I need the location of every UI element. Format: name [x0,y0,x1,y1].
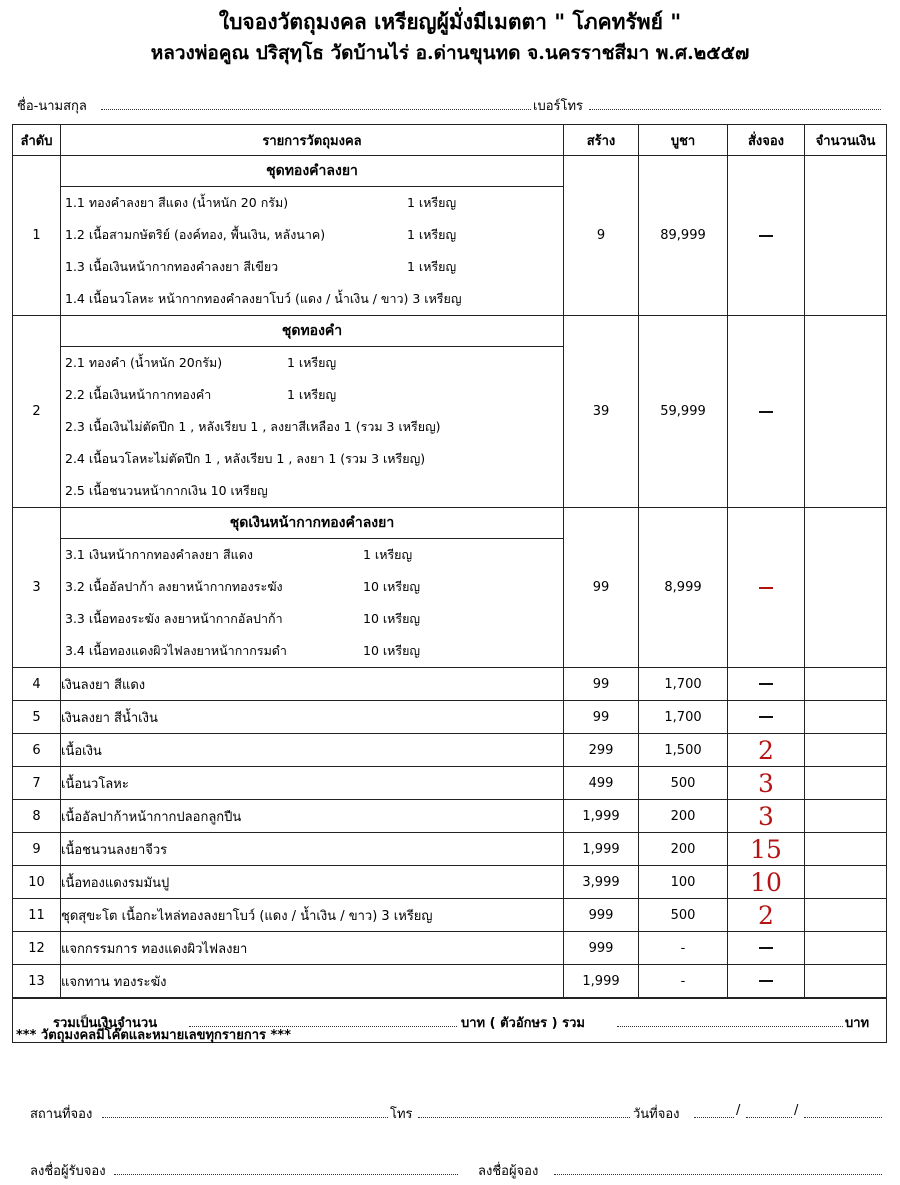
table-row [13,932,887,965]
row-item: เนื้ออัลปาก้าหน้ากากปลอกลูกปืน [61,800,564,833]
item-qty: 1 เหรียญ [407,195,457,210]
section-title: ชุดทองคำลงยา [61,156,563,187]
made-count: 499 [564,767,639,800]
section-title: ชุดทองคำ [61,316,563,347]
amount-cell[interactable] [805,932,887,965]
amount-cell[interactable] [805,508,887,668]
row-no: 3 [13,508,61,668]
col-header-price: บูชา [639,125,728,156]
dash-mark [759,235,773,237]
date-label: วันที่จอง [633,1107,680,1122]
col-header-item: รายการวัตถุมงคล [61,125,564,156]
price: - [639,932,728,965]
section-item [61,603,563,635]
order-cell[interactable]: 3 [728,800,805,833]
row-no: 6 [13,734,61,767]
item-text: 2.1 ทองคำ (น้ำหนัก 20กรัม) [65,355,223,370]
row-item: เนื้อทองแดงรมมันปู [61,866,564,899]
order-cell[interactable] [728,316,805,508]
item-qty: 10 เหรียญ [363,643,421,658]
section-item [61,283,563,315]
section-cell [61,316,564,508]
name-label: ชื่อ-นามสกุล [17,99,87,114]
section-item [61,475,563,507]
date-month-field[interactable] [746,1103,792,1118]
item-text: 3.3 เนื้อทองระฆัง ลงยาหน้ากากอัลปาก้า [65,611,283,626]
table-row [13,899,887,932]
price: 1,500 [639,734,728,767]
row-item: เงินลงยา สีน้ำเงิน [61,701,564,734]
section-cell [61,508,564,668]
order-cell[interactable]: 2 [728,734,805,767]
table-row-section-2 [13,316,887,508]
row-no: 7 [13,767,61,800]
date-day-field[interactable] [694,1103,734,1118]
section-item [61,539,563,571]
amount-cell[interactable] [805,734,887,767]
place-field[interactable] [102,1103,388,1118]
amount-cell[interactable] [805,965,887,999]
made-count: 39 [564,316,639,508]
order-cell[interactable]: 3 [728,767,805,800]
note-text: *** วัตถุมงคลมีโค๊ตและหมายเลขทุกรายการ *** [16,1028,291,1043]
amount-cell[interactable] [805,833,887,866]
amount-cell[interactable] [805,701,887,734]
name-phone-line [17,95,883,115]
receiver-signature-field[interactable] [114,1160,458,1175]
dash-mark [759,980,773,982]
row-no: 5 [13,701,61,734]
phone-field[interactable] [589,95,881,110]
row-item: ชุดสุขะโต เนื้อกะไหล่ทองลงยาโบว์ (แดง / น้ำเงิน / ขาว) 3 เหรียญ [61,899,564,932]
order-cell[interactable]: 2 [728,899,805,932]
place-phone-date-line [30,1103,885,1123]
amount-cell[interactable] [805,668,887,701]
price: 200 [639,800,728,833]
item-text: 2.4 เนื้อนวโลหะไม่ตัดปีก 1 , หลังเรียบ 1 , ลงยา 1 (รวม 3 เหรียญ) [65,451,426,466]
section-item [61,411,563,443]
row-no: 12 [13,932,61,965]
section-item [61,219,563,251]
form-subtitle: หลวงพ่อคูณ ปริสุทฺโธ วัดบ้านไร่ อ.ด่านขุนทด จ.นครราชสีมา พ.ศ.๒๕๕๗ [150,42,750,64]
total-words-field[interactable] [617,1012,843,1027]
row-no: 4 [13,668,61,701]
item-text: 3.4 เนื้อทองแดงผิวไฟลงยาหน้ากากรมดำ [65,643,287,658]
section-item [61,347,563,379]
made-count: 999 [564,932,639,965]
item-text: 2.2 เนื้อเงินหน้ากากทองคำ [65,387,212,402]
row-no: 11 [13,899,61,932]
made-count: 99 [564,701,639,734]
table-header-row [13,125,887,156]
order-cell[interactable]: 15 [728,833,805,866]
date-year-field[interactable] [804,1103,882,1118]
section-item [61,571,563,603]
place-label: สถานที่จอง [30,1107,93,1122]
row-no: 9 [13,833,61,866]
row-no: 13 [13,965,61,999]
table-row-section-1 [13,156,887,316]
table-row [13,833,887,866]
order-cell[interactable] [728,508,805,668]
amount-cell[interactable] [805,156,887,316]
order-cell[interactable] [728,701,805,734]
row-item: เงินลงยา สีแดง [61,668,564,701]
dash-mark [759,411,773,413]
amount-cell[interactable] [805,316,887,508]
item-text: 1.1 ทองคำลงยา สีแดง (น้ำหนัก 20 กรัม) [65,195,289,210]
made-count: 1,999 [564,800,639,833]
section-cell [61,156,564,316]
made-count: 999 [564,899,639,932]
item-qty: 10 เหรียญ [363,579,421,594]
table-row [13,767,887,800]
price: 1,700 [639,668,728,701]
col-header-made: สร้าง [564,125,639,156]
order-cell[interactable] [728,965,805,999]
table-row [13,668,887,701]
item-qty: 1 เหรียญ [407,259,457,274]
section-item [61,251,563,283]
row-item: แจกกรรมการ ทองแดงผิวไฟลงยา [61,932,564,965]
item-qty: 1 เหรียญ [287,355,337,370]
signature-line [30,1160,885,1180]
price: 59,999 [639,316,728,508]
order-table [12,124,887,1043]
price: - [639,965,728,999]
date-separator: / [736,1103,741,1118]
footer-phone-field[interactable] [418,1103,630,1118]
phone-label: เบอร์โทร [533,99,584,114]
item-text: 1.4 เนื้อนวโลหะ หน้ากากทองคำลงยาโบว์ (แดง / น้ำเงิน / ขาว) 3 เหรียญ [65,291,462,306]
order-cell[interactable]: 10 [728,866,805,899]
dash-mark [759,947,773,949]
item-text: 3.1 เงินหน้ากากทองคำลงยา สีแดง [65,547,253,562]
made-count: 299 [564,734,639,767]
row-no: 8 [13,800,61,833]
made-count: 9 [564,156,639,316]
made-count: 99 [564,668,639,701]
dash-mark [759,716,773,718]
made-count: 3,999 [564,866,639,899]
total-label: รวมเป็นเงินจำนวน [53,1016,158,1031]
col-header-order: สั่งจอง [728,125,805,156]
made-count: 1,999 [564,833,639,866]
section-item [61,635,563,667]
order-cell[interactable] [728,156,805,316]
made-count: 99 [564,508,639,668]
table-row [13,800,887,833]
table-row [13,965,887,999]
row-item: เนื้อเงิน [61,734,564,767]
receiver-signature-label: ลงชื่อผู้รับจอง [30,1164,106,1179]
item-qty: 1 เหรียญ [287,387,337,402]
dash-mark [759,587,773,589]
amount-cell[interactable] [805,767,887,800]
section-title: ชุดเงินหน้ากากทองคำลงยา [61,508,563,539]
amount-cell[interactable] [805,800,887,833]
price: 1,700 [639,701,728,734]
amount-cell[interactable] [805,899,887,932]
table-row [13,866,887,899]
item-text: 2.3 เนื้อเงินไม่ตัดปีก 1 , หลังเรียบ 1 , ลงยาสีเหลือง 1 (รวม 3 เหรียญ) [65,419,441,434]
item-text: 3.2 เนื้ออัลปาก้า ลงยาหน้ากากทองระฆัง [65,579,283,594]
price: 89,999 [639,156,728,316]
baht-label: บาท [845,1016,870,1031]
col-header-no: ลำดับ [13,125,61,156]
booker-signature-label: ลงชื่อผู้จอง [478,1164,539,1179]
col-header-amount: จำนวนเงิน [805,125,887,156]
order-cell[interactable] [728,932,805,965]
made-count: 1,999 [564,965,639,999]
section-item [61,187,563,219]
name-field[interactable] [101,95,531,110]
amount-cell[interactable] [805,866,887,899]
price: 8,999 [639,508,728,668]
price: 500 [639,899,728,932]
order-cell[interactable] [728,668,805,701]
row-item: เนื้อชนวนลงยาจีวร [61,833,564,866]
date-separator: / [794,1103,799,1118]
item-qty: 10 เหรียญ [363,611,421,626]
form-title: ใบจองวัตถุมงคล เหรียญผู้มั่งมีเมตตา " โภคทรัพย์ " [218,9,682,34]
table-row-section-3 [13,508,887,668]
item-text: 1.2 เนื้อสามกษัตริย์ (องค์ทอง, พื้นเงิน, หลังนาค) [65,227,326,242]
item-qty: 1 เหรียญ [407,227,457,242]
row-no: 1 [13,156,61,316]
row-no: 10 [13,866,61,899]
price: 500 [639,767,728,800]
table-row [13,701,887,734]
section-item [61,379,563,411]
item-qty: 1 เหรียญ [363,547,413,562]
booker-signature-field[interactable] [554,1160,882,1175]
price: 100 [639,866,728,899]
item-text: 2.5 เนื้อชนวนหน้ากากเงิน 10 เหรียญ [65,483,268,498]
dash-mark [759,683,773,685]
price: 200 [639,833,728,866]
row-no: 2 [13,316,61,508]
table-row [13,734,887,767]
total-words-label: บาท ( ตัวอักษร ) รวม [461,1016,585,1031]
item-text: 1.3 เนื้อเงินหน้ากากทองคำลงยา สีเขียว [65,259,279,274]
row-item: เนื้อนวโลหะ [61,767,564,800]
section-item [61,443,563,475]
phone-label-footer: โทร [390,1107,413,1122]
row-item: แจกทาน ทองระฆัง [61,965,564,999]
